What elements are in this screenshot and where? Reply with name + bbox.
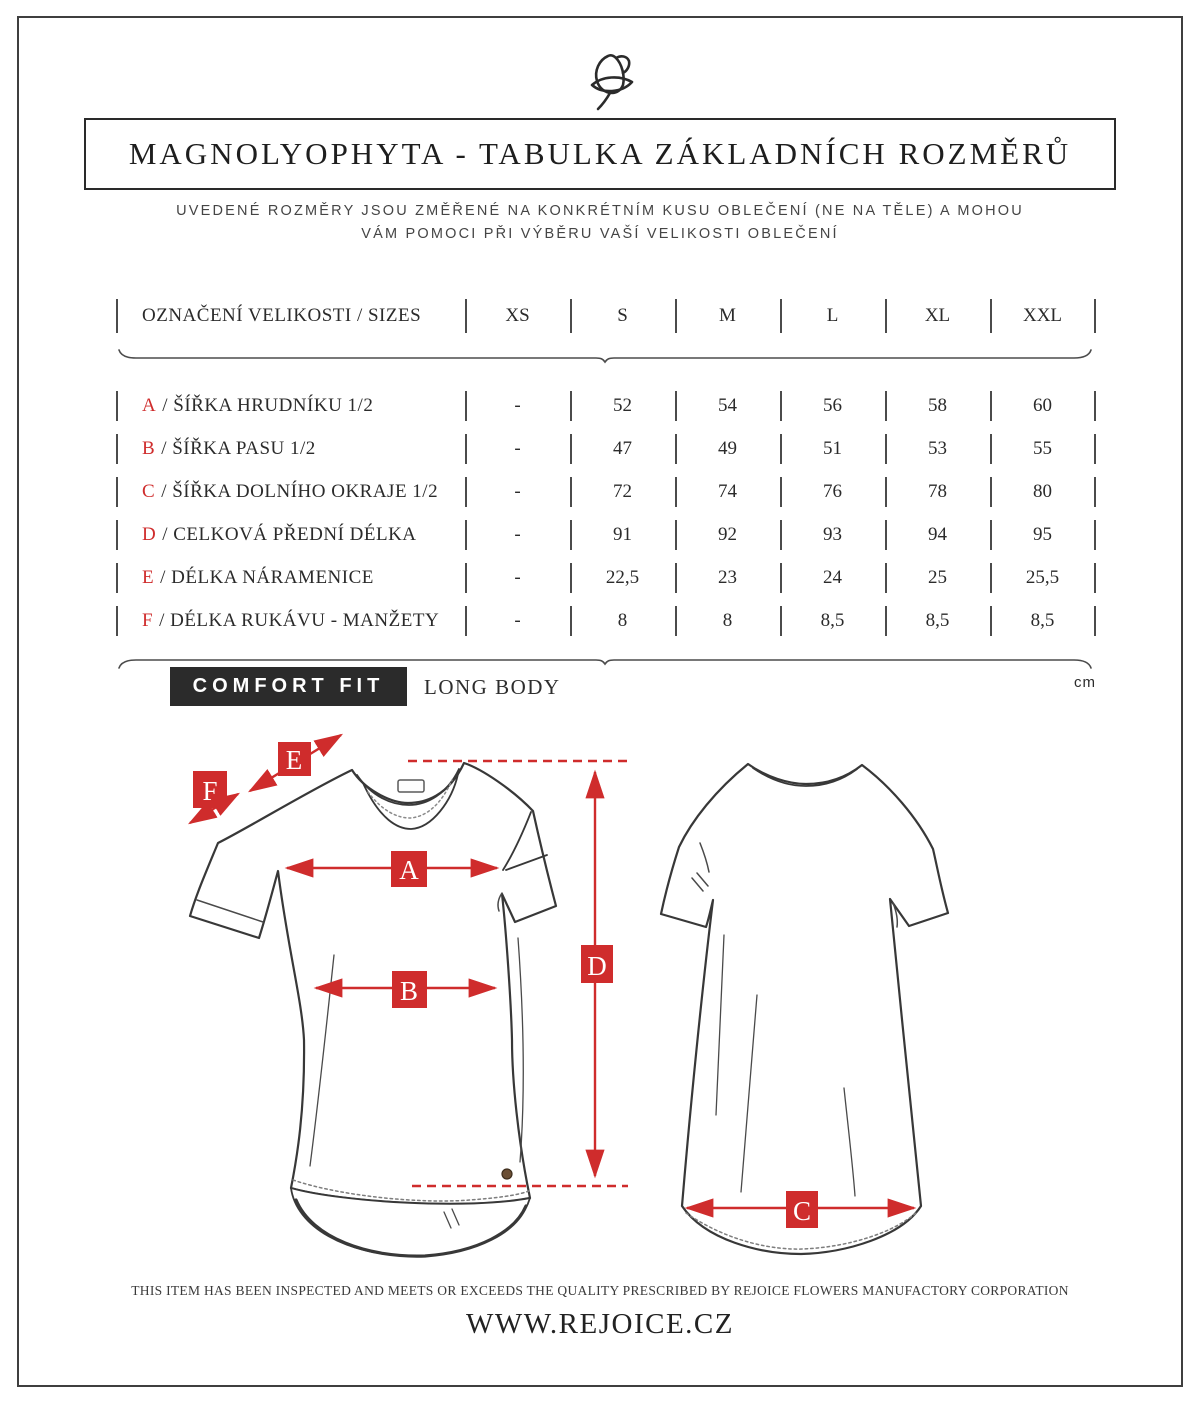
cell-value: 25,5 (990, 556, 1095, 599)
cell-value: 51 (780, 427, 885, 470)
cell-value: 54 (675, 384, 780, 427)
row-label: / ŠÍŘKA PASU 1/2 (161, 437, 316, 459)
cell-value: - (465, 599, 570, 642)
row-label: / DÉLKA RUKÁVU - MANŽETY (159, 609, 440, 631)
cell-value: 60 (990, 384, 1095, 427)
page-title: MAGNOLYOPHYTA - TABULKA ZÁKLADNÍCH ROZMĚRŮ (128, 136, 1072, 171)
cell-value: 49 (675, 427, 780, 470)
cell-value: 72 (570, 470, 675, 513)
cell-value: 8 (675, 599, 780, 642)
row-letter: D (142, 523, 157, 545)
cell-value: 55 (990, 427, 1095, 470)
size-col-xl: XL (885, 296, 990, 336)
svg-text:F: F (202, 776, 218, 806)
svg-text:A: A (399, 855, 419, 885)
row-letter: A (142, 394, 157, 416)
button-dot (502, 1169, 512, 1179)
cell-value: 8,5 (990, 599, 1095, 642)
size-col-m: M (675, 296, 780, 336)
header-brace (116, 348, 1096, 364)
measure-label-b (392, 971, 427, 1008)
svg-text:C: C (792, 1196, 812, 1226)
measure-label-c (786, 1191, 818, 1228)
measure-label-a (391, 851, 427, 887)
cell-value: 8,5 (780, 599, 885, 642)
svg-text:B: B (399, 976, 419, 1006)
table-row-d (116, 513, 1096, 556)
measure-label-e (278, 742, 311, 776)
size-col-xxl: XXL (990, 296, 1095, 336)
cell-value: - (465, 513, 570, 556)
measure-label-d (581, 945, 613, 983)
page-subtitle (0, 200, 1200, 246)
long-body-label: LONG BODY (424, 675, 561, 699)
table-row-e (116, 556, 1096, 599)
table-row-c (116, 470, 1096, 513)
table-row-a (116, 384, 1096, 427)
svg-text:D: D (587, 951, 607, 981)
cell-value: 24 (780, 556, 885, 599)
table-row-b (116, 427, 1096, 470)
size-col-l: L (780, 296, 885, 336)
measure-label-f (193, 771, 227, 808)
table-header-row (116, 296, 1096, 336)
cell-value: 56 (780, 384, 885, 427)
website-url: WWW.REJOICE.CZ (465, 1308, 734, 1340)
subtitle-line-2: VÁM POMOCI PŘI VÝBĚRU VAŠÍ VELIKOSTI OBLEČENÍ (361, 226, 839, 242)
comfort-fit-badge: COMFORT FIT (170, 667, 407, 706)
back-garment-drawing (661, 764, 948, 1254)
cell-value: 91 (570, 513, 675, 556)
cell-value: 47 (570, 427, 675, 470)
cell-value: 78 (885, 470, 990, 513)
cell-value: 93 (780, 513, 885, 556)
cell-value: 52 (570, 384, 675, 427)
row-label: / CELKOVÁ PŘEDNÍ DÉLKA (162, 523, 417, 545)
cell-value: - (465, 556, 570, 599)
row-letter: E (142, 566, 155, 588)
subtitle-line-1: UVEDENÉ ROZMĚRY JSOU ZMĚŘENÉ NA KONKRÉTNÍM KUSU OBLEČENÍ (NE NA TĚLE) A MOHOU (176, 203, 1024, 219)
cell-value: 95 (990, 513, 1095, 556)
cell-value: 94 (885, 513, 990, 556)
cell-value: 53 (885, 427, 990, 470)
cell-value: 58 (885, 384, 990, 427)
quality-note: THIS ITEM HAS BEEN INSPECTED AND MEETS OR EXCEEDS THE QUALITY PRESCRIBED BY REJOICE FLOWERS MANUFACTORY CORPORATION (131, 1283, 1069, 1298)
size-col-s: S (570, 296, 675, 336)
cell-value: 80 (990, 470, 1095, 513)
header-sizes-label: OZNAČENÍ VELIKOSTI / SIZES (116, 296, 465, 336)
cell-value: 22,5 (570, 556, 675, 599)
cell-value: - (465, 470, 570, 513)
cell-value: 8 (570, 599, 675, 642)
row-label: / DÉLKA NÁRAMENICE (160, 566, 374, 588)
row-label: / ŠÍŘKA DOLNÍHO OKRAJE 1/2 (161, 480, 439, 502)
cell-value: 23 (675, 556, 780, 599)
table-row-f (116, 599, 1096, 642)
front-garment-drawing (190, 763, 556, 1256)
cell-value: 25 (885, 556, 990, 599)
row-letter: F (142, 609, 154, 631)
magnolia-flower-icon (584, 52, 640, 114)
cell-value: - (465, 384, 570, 427)
size-col-xs: XS (465, 296, 570, 336)
cell-value: 92 (675, 513, 780, 556)
svg-text:E: E (285, 745, 303, 775)
garment-measurement-diagram (60, 718, 1140, 1278)
table-rows (116, 384, 1096, 642)
cell-value: 8,5 (885, 599, 990, 642)
title-box (84, 118, 1116, 190)
row-letter: C (142, 480, 156, 502)
unit-label: cm (1074, 674, 1096, 691)
cell-value: 74 (675, 470, 780, 513)
cell-value: - (465, 427, 570, 470)
size-table (116, 296, 1096, 670)
cell-value: 76 (780, 470, 885, 513)
row-letter: B (142, 437, 156, 459)
row-label: / ŠÍŘKA HRUDNÍKU 1/2 (162, 394, 374, 416)
